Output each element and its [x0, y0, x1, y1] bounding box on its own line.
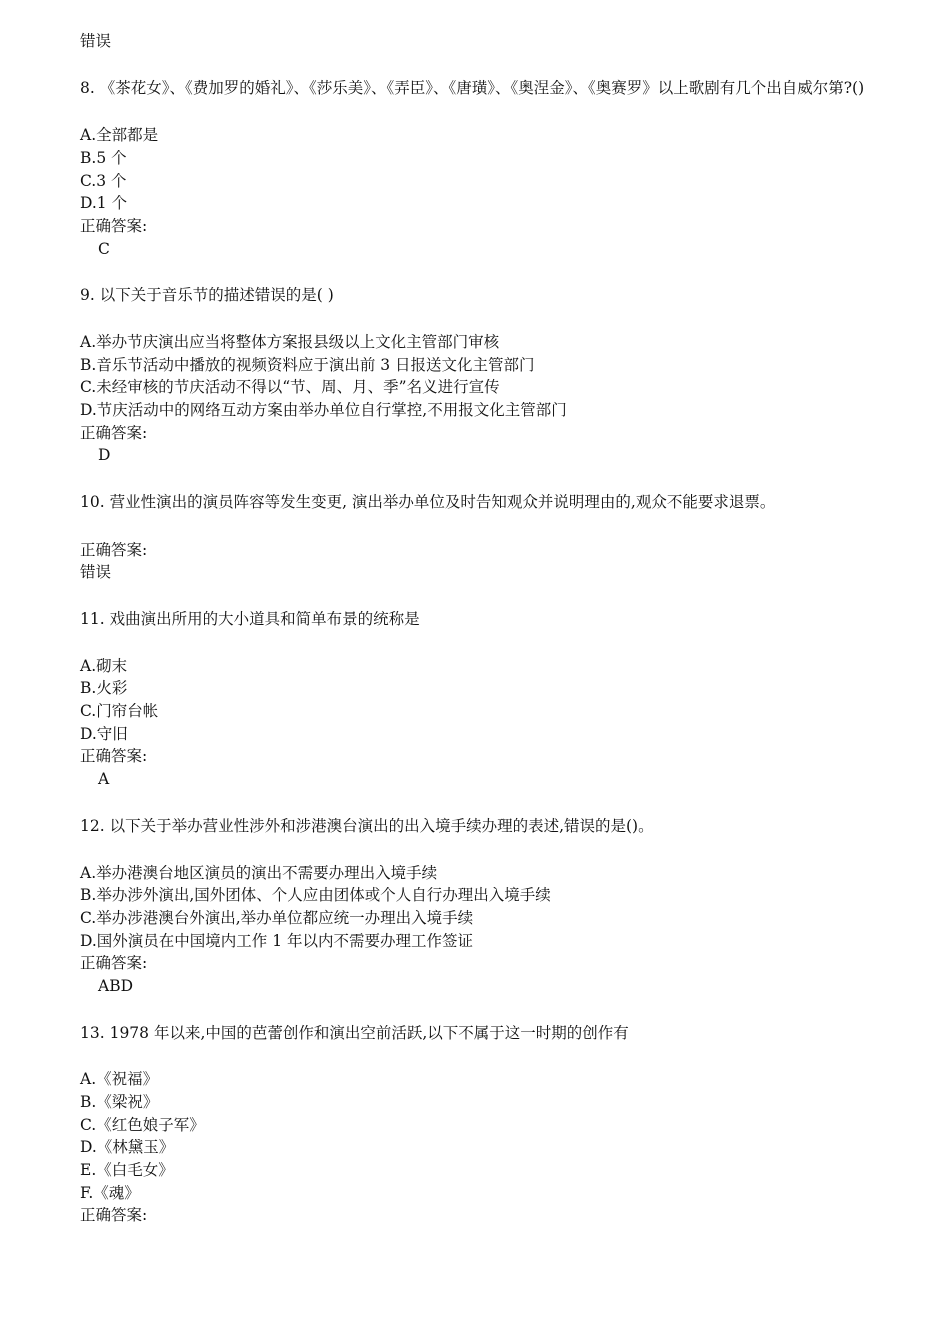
- option-b: B.火彩: [80, 679, 128, 698]
- answer-text: 错误: [80, 32, 112, 50]
- question-stem: 10. 营业性演出的演员阵容等发生变更, 演出举办单位及时告知观众并说明理由的,观众不能要求退票。: [80, 493, 776, 512]
- option-c: C.《红色娘子军》: [80, 1115, 205, 1134]
- option-d: D.《林黛玉》: [80, 1138, 175, 1157]
- exam-page: [80, 30, 880, 1227]
- answer-label: 正确答案:: [80, 1206, 148, 1225]
- question-block: [80, 491, 880, 584]
- question-block: [80, 77, 880, 261]
- option-f: F.《魂》: [80, 1183, 140, 1202]
- option-d: D.节庆活动中的网络互动方案由举办单位自行掌控,不用报文化主管部门: [80, 401, 567, 420]
- option-c: C.举办涉港澳台外演出,举办单位都应统一办理出入境手续: [80, 908, 474, 927]
- question-stem: 11. 戏曲演出所用的大小道具和简单布景的统称是: [80, 610, 420, 628]
- option-c: C.未经审核的节庆活动不得以“节、周、月、季”名义进行宣传: [80, 378, 500, 397]
- question-block: [80, 608, 880, 791]
- answer-text: C: [98, 239, 110, 258]
- answer-text: 错误: [80, 563, 112, 582]
- answer-label: 正确答案:: [80, 747, 148, 766]
- option-d: D.1 个: [80, 194, 128, 213]
- answer-text: D: [98, 446, 111, 465]
- option-d: D.守旧: [80, 724, 128, 743]
- option-a: A.举办节庆演出应当将整体方案报县级以上文化主管部门审核: [80, 333, 500, 351]
- answer-label: 正确答案:: [80, 216, 148, 235]
- answer-label: 正确答案:: [80, 954, 148, 973]
- question-stem: 12. 以下关于举办营业性涉外和涉港澳台演出的出入境手续办理的表述,错误的是()。: [80, 816, 654, 835]
- question-block: [80, 1022, 880, 1228]
- answer-text: ABD: [98, 976, 134, 995]
- question-stem: 8. 《茶花女》、《费加罗的婚礼》、《莎乐美》、《弄臣》、《唐璜》、《奥涅金》、《奥赛罗》以上歌剧有几个出自威尔第?(): [80, 78, 865, 97]
- option-a: A.《祝福》: [80, 1070, 159, 1089]
- option-b: B.《梁祝》: [80, 1093, 159, 1111]
- answer-text: A: [98, 770, 110, 789]
- option-b: B.音乐节活动中播放的视频资料应于演出前 3 日报送文化主管部门: [80, 355, 535, 374]
- answer-label: 正确答案:: [80, 423, 148, 442]
- option-a: A.全部都是: [80, 126, 159, 145]
- option-b: B.举办涉外演出,国外团体、个人应由团体或个人自行办理出入境手续: [80, 886, 551, 905]
- question-block: [80, 815, 880, 998]
- question-stem: 13. 1978 年以来,中国的芭蕾创作和演出空前活跃,以下不属于这一时期的创作有: [80, 1023, 629, 1042]
- option-c: C.3 个: [80, 171, 127, 190]
- option-b: B.5 个: [80, 148, 127, 167]
- answer-label: 正确答案:: [80, 540, 148, 559]
- question-block: [80, 284, 880, 467]
- question-stem: 9. 以下关于音乐节的描述错误的是( ): [80, 286, 334, 305]
- option-c: C.门帘台帐: [80, 702, 159, 721]
- option-e: E.《白毛女》: [80, 1161, 174, 1180]
- option-a: A.举办港澳台地区演员的演出不需要办理出入境手续: [80, 863, 438, 882]
- option-d: D.国外演员在中国境内工作 1 年以内不需要办理工作签证: [80, 931, 474, 950]
- option-a: A.砌末: [80, 656, 128, 675]
